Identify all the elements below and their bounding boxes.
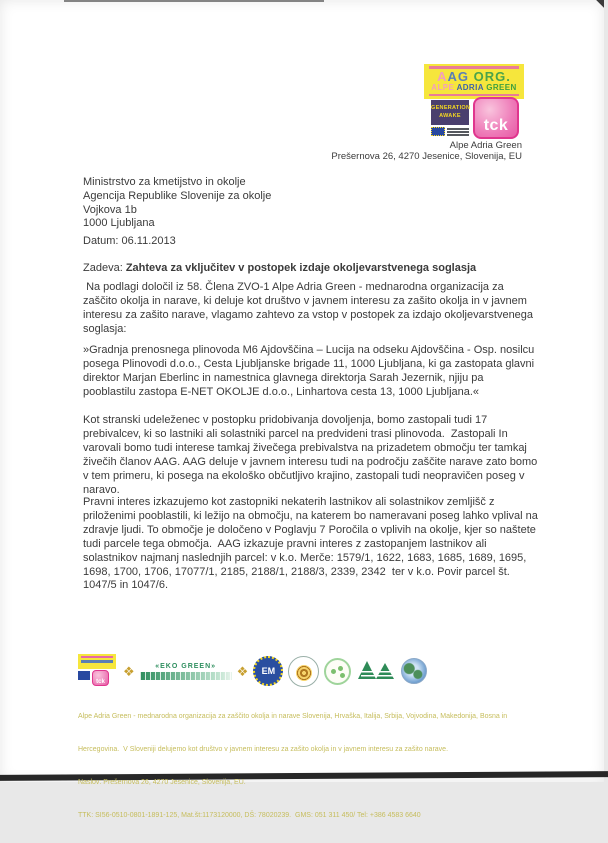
tck-text-small: tck bbox=[96, 679, 105, 685]
eu-flag-logo bbox=[431, 127, 469, 136]
sender-name: Alpe Adria Green bbox=[449, 140, 522, 151]
sender-address-block bbox=[331, 140, 522, 162]
aag-mini-tck bbox=[92, 670, 109, 686]
green-mountains-logo bbox=[356, 659, 396, 683]
recipient-line: Vojkova 1b bbox=[83, 203, 137, 216]
paragraph-legal-interest: Pravni interes izkazujemo kot zastopniki nekaterih lastnikov ali solastnikov zemljišč z priloženimi pooblastili, ki ležijo na območju, na katerem bo nameravani poseg lahko vplival na zdravje ljudi. To območje je določeno v Poglavju 7 Poročila o vplivih na okolje, kjer so naštete tudi parcele tega območja. AAG izkazuje pravni interes z zastopanjem lastnikov ali solastnikov najmanj naslednjih parcel: v k.o. Merče: 1579/1, 1622, 1683, 1685, 1689, 1695, 1698, 1700, 1706, 17077/1, 2185, 2188/1, 2188/3, 2339, 2342 ter v k.o. Povir parcel št. 1047/5 in 1047/6. bbox=[83, 496, 541, 592]
logo-top-caption-strip bbox=[429, 66, 519, 69]
paragraph-representation: Kot stranski udeleženec v postopku pridobivanja dovoljenja, bomo zastopali tudi 17 prebivalcev, ki so lastniki ali solastniki parcel na predvideni trasi plinovoda. Zastopali In varovali bomo tudi interese tamkaj živečega prebivalstva na prizadetem območju ter tamkaj živečih članov AAG. AAG deluje v javnem interesu tudi na področju zaščite narave zato bomo v tem primeru, ki posega na ekološko občutljivo krajino, zastopali tudi neopravičen poseg v naravo. bbox=[83, 414, 541, 496]
footer-line: TTK: SI56-0510-0801-1891-125, Mat.št:1173120000, DŠ: 78020239. GMS: 051 311 450/ Tel: +386 4583 6640 bbox=[78, 812, 421, 819]
footer-logo-row bbox=[78, 651, 427, 691]
subject-label: Zadeva: bbox=[83, 262, 126, 274]
logo-org-text: ORG. bbox=[473, 69, 511, 84]
awake-text: AWAKE bbox=[439, 113, 461, 119]
recipient-line: Ministrstvo za kmetijstvo in okolje bbox=[83, 176, 246, 188]
snail-emblem-logo bbox=[288, 656, 319, 687]
aag-logo bbox=[424, 64, 524, 99]
logo-letter-a: A bbox=[437, 69, 448, 84]
sender-address: Prešernova 26, 4270 Jesenice, Slovenija, EU bbox=[331, 151, 522, 162]
tck-logo bbox=[473, 97, 519, 139]
eko-green-label: «EKO GREEN» bbox=[155, 662, 217, 670]
logo-aag-org-text bbox=[424, 70, 524, 83]
eu-flag-icon bbox=[431, 127, 445, 136]
footer-text-block bbox=[78, 689, 507, 843]
footer-line: Alpe Adria Green - mednarodna organizacija za zaščito okolja in narave Slovenija, Hrvaška, Italija, Srbija, Vojvodina, Makedonija, Bosna in bbox=[78, 713, 508, 720]
logo-word-green: GREEN bbox=[486, 83, 517, 92]
em-eu-circle-logo bbox=[253, 656, 283, 686]
aag-mini-logo bbox=[78, 654, 118, 688]
scan-edge-artifact bbox=[64, 0, 324, 2]
green-circle-logo bbox=[324, 658, 351, 685]
em-text: EM bbox=[261, 666, 276, 676]
laurel-ornament-icon: ❖ bbox=[123, 663, 135, 679]
aag-mini-yellow-box bbox=[78, 654, 116, 669]
laurel-ornament-icon: ❖ bbox=[236, 663, 249, 679]
paragraph-legal-basis: Na podlagi določil iz 58. Člena ZVO-1 Alpe Adria Green - mednarodna organizacija za zaščito okolja in narave, ki deluje kot društvo v javnem interesu za zašito okolja in v javnem interesu za zašito narave, vlagamo zahtevo za vstop v postopek za izdajo okoljevarstvenega soglasja: bbox=[83, 281, 537, 335]
snail-shell-icon bbox=[296, 665, 312, 681]
tck-text: tck bbox=[483, 117, 509, 134]
logo-bottom-caption-strip bbox=[429, 94, 519, 96]
footer-line: Naslov: Prešernova 26, 4270 Jesenice, Slovenija, EU. bbox=[78, 779, 246, 786]
eko-green-logo bbox=[140, 663, 232, 680]
recipient-line: 1000 Ljubljana bbox=[83, 217, 155, 230]
globe-icon bbox=[401, 658, 427, 684]
generation-awake-logo bbox=[431, 100, 469, 125]
aag-mini-eu-flag bbox=[78, 671, 90, 680]
mountains-icon bbox=[356, 659, 396, 683]
paragraph-project-quote: »Gradnja prenosnega plinovoda M6 Ajdovščina – Lucija na odseku Ajdovščina - Osp. nosilcu posega Plinovodi d.o.o., Cesta Ljubljanske brigade 11, 1000 Ljubljana, ki ga zastopata glavni direktor Marjan Eberlinc in namestnica glavnega direktorja Sarah Jezernik, njiju pa pooblastilu zastopa E-NET OKOLJE d.o.o., Linhartova cesta 13, 1000 Ljubljana.« bbox=[83, 344, 538, 398]
generation-text: GENERATION bbox=[431, 105, 471, 111]
date-line: Datum: 06.11.2013 bbox=[83, 235, 176, 247]
logo-word-alpe: ALPE bbox=[431, 83, 455, 92]
logo-letters-ag: AG bbox=[447, 69, 470, 84]
eu-flag-caption-lines bbox=[447, 127, 469, 136]
eko-green-banner bbox=[140, 672, 232, 680]
scan-corner-fold bbox=[588, 0, 604, 11]
footer-line: Hercegovina. V Sloveniji delujemo kot društvo v javnem interesu za zašito okolja in v javnem interesu za zašito narave. bbox=[78, 746, 449, 753]
subject-line bbox=[83, 262, 476, 274]
logo-alpe-adria-green-text bbox=[424, 83, 524, 92]
recipient-address-block bbox=[83, 176, 271, 231]
recipient-line: Agencija Republike Slovenije za okolje bbox=[83, 189, 272, 202]
logo-word-adria: ADRIA bbox=[456, 83, 484, 92]
subject-text: Zahteva za vključitev v postopek izdaje okoljevarstvenega soglasja bbox=[125, 262, 477, 274]
